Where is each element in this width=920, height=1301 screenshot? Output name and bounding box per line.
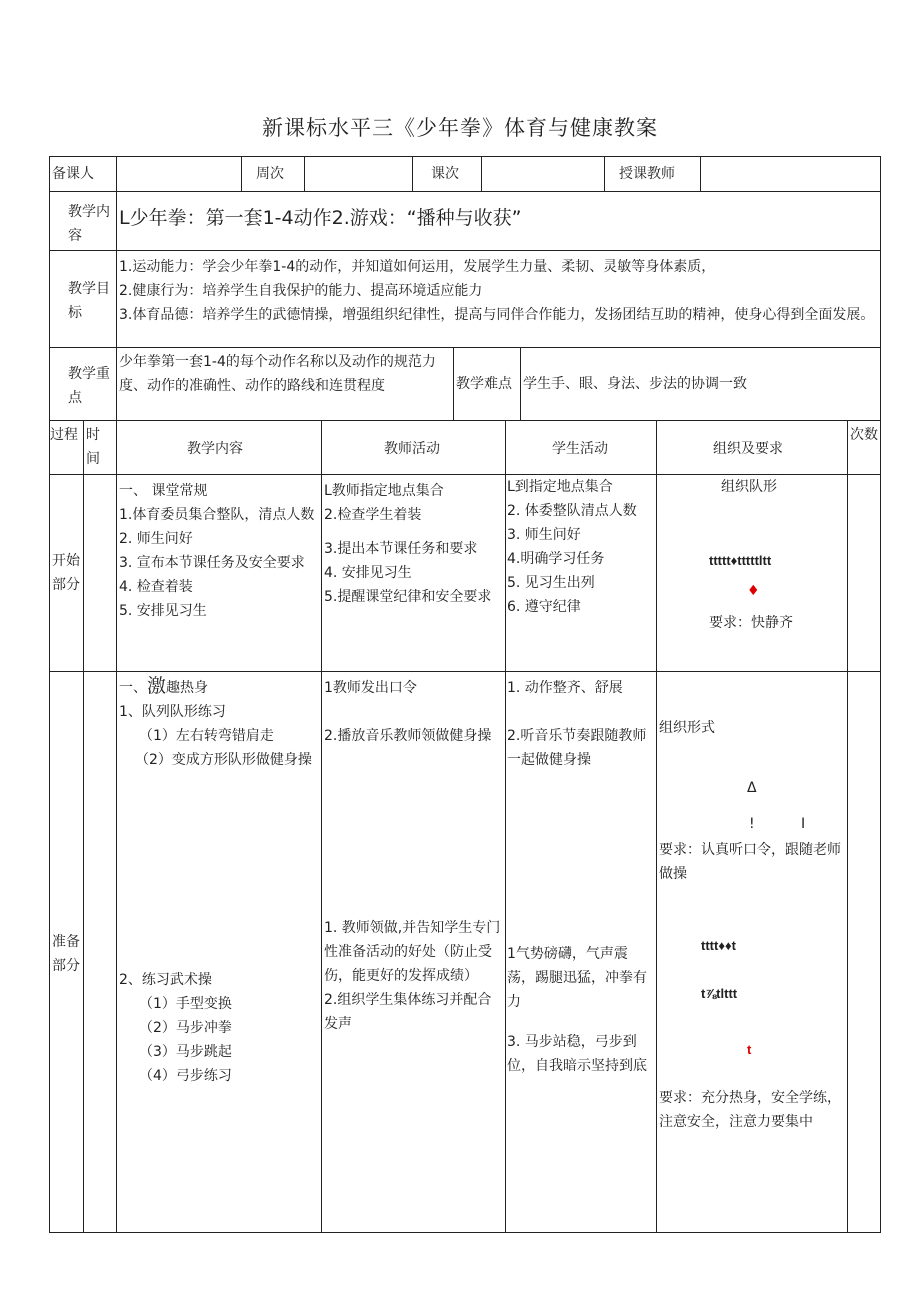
content-item: 1、队列队形练习 — [119, 704, 226, 720]
section2-content-cell — [116, 671, 322, 1233]
formation-row: tttt♦♦t — [701, 938, 736, 953]
teacher-item: 5.提醒课堂纪律和安全要求 — [324, 589, 492, 605]
focus-label-cell: 教学重点 — [49, 347, 117, 421]
org-requirement: 要求：充分热身，安全学练，注意安全，注意力要集中 — [659, 1090, 841, 1130]
content-value-cell: L少年拳：第一套1-4动作2.游戏：“播种与收获” — [116, 191, 881, 251]
org-requirement: 要求：认真听口令，跟随老师做操 — [659, 842, 841, 882]
col-student: 学生活动 — [505, 420, 657, 475]
content-item: （1）手型变换 — [139, 996, 232, 1012]
goal-item: 2.健康行为：培养学生自我保护的能力、提高环境适应能力 — [119, 283, 483, 299]
org-requirement: 要求：快静齐 — [709, 615, 793, 631]
formation-row: t⅞tlttt — [701, 986, 738, 1001]
content-item: （4）弓步练习 — [139, 1068, 232, 1084]
student-item: 3. 师生问好 — [507, 527, 581, 543]
student-item: 2. 体委整队清点人数 — [507, 503, 637, 519]
section1-name-cell: 开始部分 — [49, 474, 84, 672]
student-item: 2.听音乐节奏跟随教师一起做健身操 — [507, 728, 647, 768]
section-heading: 一、激趣热身 — [119, 675, 209, 697]
teacher-value-cell[interactable] — [700, 156, 881, 192]
teacher-marker-icon: ♦ — [747, 583, 760, 599]
teacher-item: 4. 安排见习生 — [324, 565, 412, 581]
section2-teacher-cell — [321, 671, 506, 1233]
preparer-value-cell[interactable] — [116, 156, 242, 192]
section2-org-cell — [656, 671, 848, 1233]
section2-student-cell — [505, 671, 657, 1233]
student-item: 1. 动作整齐、舒展 — [507, 680, 623, 696]
col-times: 次数 — [847, 420, 881, 475]
goals-label-cell: 教学目标 — [49, 250, 117, 348]
goal-item: 1.运动能力：学会少年拳1-4的动作，并知道如何运用，发展学生力量、柔韧、灵敏等身体素质， — [119, 259, 716, 275]
content-item: 1.体育委员集合整队，清点人数 — [119, 507, 315, 523]
teacher-position-icon: Δ — [747, 780, 757, 796]
col-time: 时间 — [83, 420, 117, 475]
section1-teacher-cell — [321, 474, 506, 672]
student-item: 5. 见习生出列 — [507, 575, 595, 591]
content-item: （1）左右转弯错肩走 — [139, 728, 274, 744]
teacher-item: 3.提出本节课任务和要求 — [324, 541, 478, 557]
student-mark: I — [801, 816, 806, 832]
section2-times-cell — [847, 671, 881, 1233]
student-item: 3. 马步站稳，弓步到位，自我暗示坚持到底 — [507, 1034, 647, 1074]
week-label-cell: 周次 — [241, 156, 305, 192]
difficulty-label-cell: 教学难点 — [453, 347, 521, 421]
content-item: 2. 师生问好 — [119, 531, 193, 547]
student-item: L到指定地点集合 — [507, 479, 613, 495]
col-teacher: 教师活动 — [321, 420, 506, 475]
teacher-item: L教师指定地点集合 — [324, 483, 444, 499]
teacher-item: 2.播放音乐教师领做健身操 — [324, 728, 492, 744]
focus-value-cell: 少年拳第一套1-4的每个动作名称以及动作的规范力度、动作的准确性、动作的路线和连贯程度 — [116, 347, 454, 421]
content-label-cell: 教学内容 — [49, 191, 117, 251]
teacher-label-cell: 授课教师 — [604, 156, 701, 192]
student-item: 6. 遵守纪律 — [507, 599, 581, 615]
col-content: 教学内容 — [116, 420, 322, 475]
content-item: 一、 课堂常规 — [119, 483, 208, 499]
goals-value-cell — [116, 250, 881, 348]
section2-name-cell: 准备部分 — [49, 671, 84, 1233]
formation-row: ttttt♦tttttltt — [709, 553, 772, 568]
org-title: 组织队形 — [721, 479, 777, 495]
content-item: 2、练习武术操 — [119, 972, 212, 988]
content-item: （3）马步跳起 — [139, 1044, 232, 1060]
section1-student-cell — [505, 474, 657, 672]
content-item: （2）变成方形队形做健身操 — [135, 752, 312, 768]
lesson-value-cell[interactable] — [481, 156, 605, 192]
preparer-label-cell: 备课人 — [49, 156, 117, 192]
content-item: 5. 安排见习生 — [119, 603, 207, 619]
content-item: 4. 检查着装 — [119, 579, 193, 595]
week-value-cell[interactable] — [304, 156, 413, 192]
section1-time-cell — [83, 474, 117, 672]
teacher-item: 1教师发出口令 — [324, 680, 417, 696]
section2-time-cell — [83, 671, 117, 1233]
section1-times-cell — [847, 474, 881, 672]
teacher-item: 2.检查学生着装 — [324, 507, 422, 523]
teacher-item: 2.组织学生集体练习并配合发声 — [324, 992, 492, 1032]
teacher-item: 1. 教师领做,并告知学生专门性准备活动的好处（防止受伤，能更好的发挥成绩） — [324, 920, 501, 984]
org-title: 组织形式 — [659, 720, 715, 736]
goal-item: 3.体育品德：培养学生的武德情操，增强组织纪律性，提高与同伴合作能力，发扬团结互助的精神，使身心得到全面发展。 — [119, 307, 875, 323]
page-title: 新课标水平三《少年拳》体育与健康教案 — [262, 116, 658, 140]
col-org: 组织及要求 — [656, 420, 848, 475]
lesson-label-cell: 课次 — [412, 156, 482, 192]
student-item: 4.明确学习任务 — [507, 551, 605, 567]
section1-org-cell — [656, 474, 848, 672]
student-mark: ! — [749, 816, 755, 832]
student-item: 1气势磅礴，气声震荡，踢腿迅猛，冲拳有力 — [507, 946, 647, 1010]
col-process: 过程 — [49, 420, 84, 475]
section1-content-cell — [116, 474, 322, 672]
teacher-marker-icon: t — [747, 1042, 752, 1057]
content-item: 3. 宣布本节课任务及安全要求 — [119, 555, 305, 571]
content-item: （2）马步冲拳 — [139, 1020, 232, 1036]
difficulty-value-cell: 学生手、眼、身法、步法的协调一致 — [520, 347, 881, 421]
